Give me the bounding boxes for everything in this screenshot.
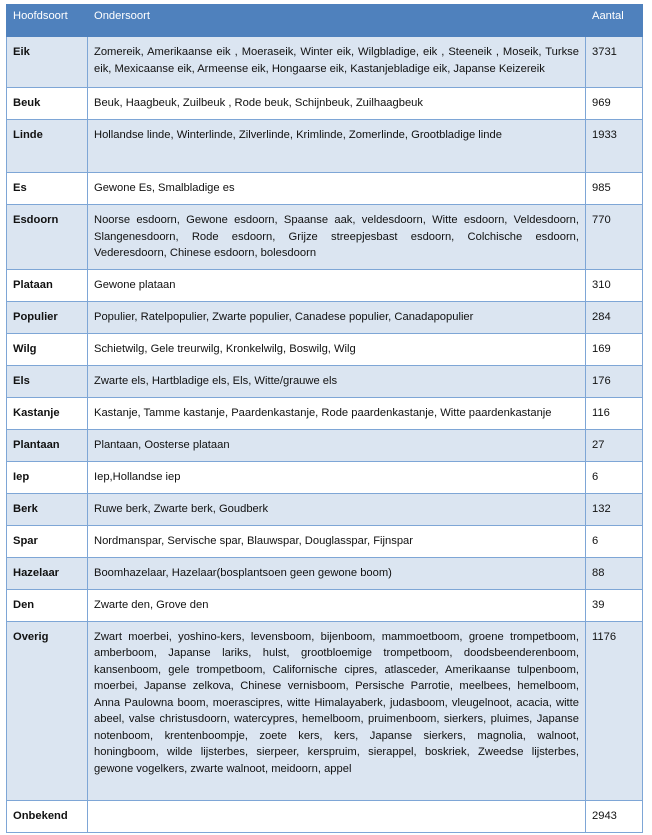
ondersoort-cell: Nordmanspar, Servische spar, Blauwspar, Douglasspar, Fijnspar <box>88 525 586 557</box>
ondersoort-cell: Zomereik, Amerikaanse eik , Moeraseik, Winter eik, Wilgbladige, eik , Steeneik , Moseik, Turkse eik, Mexicaanse eik, Armeense eik, Hongaarse eik, Kastanjebladige eik, Japanse Keizereik <box>88 37 586 88</box>
aantal-cell: 6 <box>586 461 643 493</box>
hoofdsoort-cell: Plantaan <box>7 429 88 461</box>
table-row <box>7 397 643 429</box>
aantal-cell: 88 <box>586 557 643 589</box>
table-row <box>7 333 643 365</box>
aantal-cell: 770 <box>586 205 643 270</box>
hoofdsoort-cell: Spar <box>7 525 88 557</box>
aantal-cell: 985 <box>586 173 643 205</box>
table-row <box>7 37 643 88</box>
hoofdsoort-cell: Esdoorn <box>7 205 88 270</box>
header-ondersoort: Ondersoort <box>88 5 586 37</box>
aantal-cell: 969 <box>586 88 643 120</box>
table-row <box>7 88 643 120</box>
hoofdsoort-cell: Hazelaar <box>7 557 88 589</box>
aantal-cell: 116 <box>586 397 643 429</box>
ondersoort-cell: Boomhazelaar, Hazelaar(bosplantsoen geen gewone boom) <box>88 557 586 589</box>
header-hoofdsoort: Hoofdsoort <box>7 5 88 37</box>
aantal-cell: 1933 <box>586 120 643 173</box>
table-row <box>7 493 643 525</box>
hoofdsoort-cell: Iep <box>7 461 88 493</box>
table-body <box>7 37 643 833</box>
aantal-cell: 132 <box>586 493 643 525</box>
aantal-cell: 6 <box>586 525 643 557</box>
ondersoort-cell: Zwarte els, Hartbladige els, Els, Witte/grauwe els <box>88 365 586 397</box>
hoofdsoort-cell: Populier <box>7 301 88 333</box>
ondersoort-cell: Hollandse linde, Winterlinde, Zilverlinde, Krimlinde, Zomerlinde, Grootbladige linde <box>88 120 586 173</box>
hoofdsoort-cell: Overig <box>7 621 88 800</box>
aantal-cell: 3731 <box>586 37 643 88</box>
hoofdsoort-cell: Els <box>7 365 88 397</box>
tree-species-table-container <box>6 4 642 833</box>
ondersoort-cell: Noorse esdoorn, Gewone esdoorn, Spaanse aak, veldesdoorn, Witte esdoorn, Veldesdoorn, Slangenesdoorn, Rode esdoorn, Grijze streepjesbast esdoorn, Colchische esdoorn, Vederesdoorn, Chinese esdoorn, bolesdoorn <box>88 205 586 270</box>
hoofdsoort-cell: Beuk <box>7 88 88 120</box>
ondersoort-cell: Populier, Ratelpopulier, Zwarte populier, Canadese populier, Canadapopulier <box>88 301 586 333</box>
table-row <box>7 205 643 270</box>
ondersoort-cell: Zwart moerbei, yoshino-kers, levensboom, bijenboom, mammoetboom, groene trompetboom, amberboom, Japanse lariks, hulst, grootbloemige trompetboom, doodsbeenderenboom, kansenboom, gele trompetboom, Californische cipres, atlasceder, Amerikaanse tulpenboom, moerbei, Japanse zelkova, Chinese vernisboom, Persische Parrotie, meelbees, hemelboom, Anna Paulowna boom, moerascipres, witte Himalayaberk, judasboom, vleugelnoot, acacia, witte abeel, valse christusdoorn, watercypres, hemelboom, pruimenboom, sierkers, pluimes, Japanse notenboom, krentenboompje, zoete kers, kers, Japanse sierkers, magnolia, walnoot, honingboom, wilde lijsterbes, sierpeer, kerspruim, sierappel, boskriek, Zweedse lijsterbes, gewone vogelkers, zwarte walnoot, meidoorn, appel <box>88 621 586 800</box>
table-row <box>7 589 643 621</box>
header-aantal: Aantal <box>586 5 643 37</box>
table-row <box>7 365 643 397</box>
hoofdsoort-cell: Eik <box>7 37 88 88</box>
aantal-cell: 39 <box>586 589 643 621</box>
table-row <box>7 461 643 493</box>
table-row <box>7 429 643 461</box>
hoofdsoort-cell: Den <box>7 589 88 621</box>
aantal-cell: 2943 <box>586 800 643 832</box>
aantal-cell: 310 <box>586 269 643 301</box>
ondersoort-cell: Gewone Es, Smalbladige es <box>88 173 586 205</box>
hoofdsoort-cell: Es <box>7 173 88 205</box>
ondersoort-cell: Zwarte den, Grove den <box>88 589 586 621</box>
ondersoort-cell: Gewone plataan <box>88 269 586 301</box>
table-row <box>7 301 643 333</box>
hoofdsoort-cell: Linde <box>7 120 88 173</box>
tree-species-table <box>6 4 643 833</box>
table-row <box>7 621 643 800</box>
ondersoort-cell: Plantaan, Oosterse plataan <box>88 429 586 461</box>
table-header-row <box>7 5 643 37</box>
table-row <box>7 800 643 832</box>
ondersoort-cell: Kastanje, Tamme kastanje, Paardenkastanje, Rode paardenkastanje, Witte paardenkastanje <box>88 397 586 429</box>
table-row <box>7 173 643 205</box>
hoofdsoort-cell: Onbekend <box>7 800 88 832</box>
table-row <box>7 557 643 589</box>
aantal-cell: 27 <box>586 429 643 461</box>
hoofdsoort-cell: Berk <box>7 493 88 525</box>
aantal-cell: 169 <box>586 333 643 365</box>
ondersoort-cell: Iep,Hollandse iep <box>88 461 586 493</box>
hoofdsoort-cell: Plataan <box>7 269 88 301</box>
table-row <box>7 525 643 557</box>
ondersoort-cell <box>88 800 586 832</box>
ondersoort-cell: Ruwe berk, Zwarte berk, Goudberk <box>88 493 586 525</box>
table-row <box>7 120 643 173</box>
table-row <box>7 269 643 301</box>
aantal-cell: 284 <box>586 301 643 333</box>
ondersoort-cell: Beuk, Haagbeuk, Zuilbeuk , Rode beuk, Schijnbeuk, Zuilhaagbeuk <box>88 88 586 120</box>
hoofdsoort-cell: Wilg <box>7 333 88 365</box>
ondersoort-cell: Schietwilg, Gele treurwilg, Kronkelwilg, Boswilg, Wilg <box>88 333 586 365</box>
aantal-cell: 176 <box>586 365 643 397</box>
aantal-cell: 1176 <box>586 621 643 800</box>
hoofdsoort-cell: Kastanje <box>7 397 88 429</box>
